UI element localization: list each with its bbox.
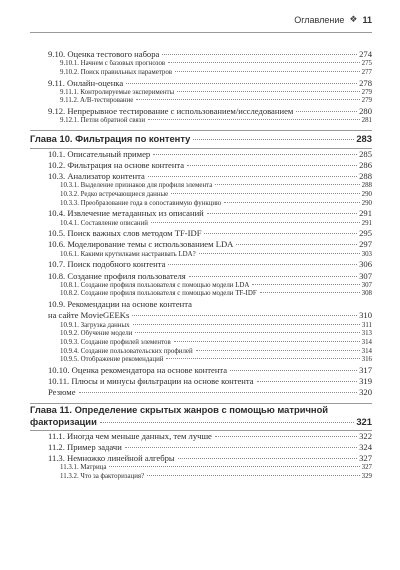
entry-page: 314 [361, 347, 372, 355]
entry-title: 10.5. Поиск важных слов методом TF-IDF [48, 228, 202, 239]
entry-page: 310 [359, 310, 372, 321]
dot-leader [153, 154, 357, 155]
entry-title: 10.3.1. Выделение признаков для профиля элемента [60, 182, 213, 190]
entry-title: Резюме [48, 387, 76, 398]
dot-leader [79, 392, 358, 393]
subsection-entry [30, 339, 372, 348]
entry-title-line [48, 310, 372, 321]
dot-leader [177, 91, 359, 92]
entry-title: 10.9.4. Создание пользовательских профилей [60, 347, 193, 355]
entry-title: 9.10.2. Поиск правильных параметров [60, 68, 173, 76]
ornament-icon: ❖ [349, 14, 358, 24]
header-rule [30, 32, 372, 33]
subsection-entry [30, 348, 372, 357]
subsection-entry [30, 330, 372, 339]
entry-page: 297 [359, 239, 372, 250]
dot-leader [148, 176, 357, 177]
entry-title: 11.3. Немножко линейной алгебры [48, 453, 175, 464]
entry-page: 291 [361, 219, 372, 227]
entry-page: 306 [359, 259, 372, 270]
section-entry [30, 376, 372, 387]
entry-page: 303 [361, 250, 372, 258]
entry-page: 295 [359, 228, 372, 239]
entry-title: 9.10. Оценка тестового набора [48, 49, 160, 59]
entry-page: 286 [359, 159, 372, 170]
entry-title-line: Глава 11. Определение скрытых жанров с помощью матричной [30, 403, 329, 415]
section-entry [30, 453, 372, 464]
dot-leader [175, 71, 360, 72]
dot-leader [174, 341, 360, 342]
entry-title: 11.3.1. Матрица [60, 464, 107, 472]
spacer [30, 126, 372, 129]
entry-title: 10.3.3. Преобразование года в сопоставимую функцию [60, 199, 222, 207]
entry-title: 10.8.1. Создание профиля пользователя с помощью модели LDA [60, 281, 250, 289]
entry-page: 307 [361, 281, 372, 289]
header-title: Оглавление [294, 14, 345, 25]
entry-title: факторизации [30, 416, 97, 428]
section-entry [30, 208, 372, 219]
dot-leader [100, 422, 355, 423]
entry-page: 327 [359, 453, 372, 464]
entry-page: 321 [356, 416, 372, 428]
subsection-entry [30, 282, 372, 291]
subsection-entry [30, 251, 372, 260]
section-entry [30, 49, 372, 60]
entry-title: 10.9.3. Создание профилей элементов [60, 338, 171, 346]
dot-leader [126, 83, 357, 84]
entry-title: 10.7. Поиск подобного контента [48, 259, 166, 270]
dot-leader [199, 253, 360, 254]
dot-leader [207, 213, 357, 214]
section-entry [30, 171, 372, 182]
section-entry [30, 106, 372, 117]
dot-leader [187, 165, 357, 166]
dot-leader [171, 193, 359, 194]
dot-leader [133, 324, 360, 325]
dot-leader [148, 119, 360, 120]
entry-page: 274 [359, 49, 372, 59]
entry-page: 322 [359, 430, 372, 441]
dot-leader [168, 62, 359, 63]
subsection-entry [30, 191, 372, 200]
entry-title: 10.9.1. Загрузка данных [60, 321, 130, 329]
entry-page: 288 [361, 182, 372, 190]
entry-title: 10.6.1. Какими крутилками настраивать LDA? [60, 250, 196, 258]
entry-title-line: 10.9. Рекомендации на основе контента [48, 299, 192, 310]
dot-leader [168, 264, 357, 265]
entry-title: 9.12. Непрерывное тестирование с использованием/исследованием [48, 106, 294, 117]
chapter-entry [30, 404, 372, 429]
entry-page: 279 [361, 97, 372, 105]
subsection-entry [30, 60, 372, 69]
dot-leader [151, 222, 360, 223]
entry-title: 9.11.1. Контролируемые эксперименты [60, 88, 175, 96]
chapter-entry [30, 131, 372, 147]
spacer [30, 399, 372, 402]
entry-title: 11.1. Иногда чем меньше данных, тем лучше [48, 430, 212, 441]
entry-title: на сайте MovieGEEKs [48, 310, 130, 321]
entry-page: 324 [359, 441, 372, 452]
dot-leader [189, 276, 357, 277]
dot-leader [236, 244, 357, 245]
entry-title: 9.11.2. A/B-тестирование [60, 97, 134, 105]
section-entry [30, 78, 372, 89]
section-entry [30, 228, 372, 239]
entry-title: 9.10.1. Начнем с базовых прогнозов [60, 60, 166, 68]
entry-page: 283 [356, 133, 372, 144]
entry-title: 11.3.2. Что за факторизация? [60, 472, 145, 480]
page-number: 11 [362, 14, 372, 25]
subsection-entry [30, 356, 372, 365]
section-entry [30, 365, 372, 376]
dot-leader [178, 458, 357, 459]
subsection-entry [30, 69, 372, 78]
entry-page: 291 [359, 208, 372, 219]
entry-title: 9.12.1. Петли обратной связи [60, 117, 146, 125]
entry-title: 10.4.1. Составление описаний [60, 219, 148, 227]
entry-title: 11.2. Пример задачи [48, 441, 122, 452]
entry-page: 288 [359, 171, 372, 182]
subsection-entry [30, 322, 372, 331]
dot-leader [204, 233, 357, 234]
table-of-contents [30, 49, 372, 482]
entry-title: 10.11. Плюсы и минусы фильтрации на основе контента [48, 376, 254, 387]
entry-title: 10.10. Оценка рекомендатора на основе контента [48, 364, 228, 375]
subsection-entry [30, 97, 372, 106]
dot-leader [224, 202, 359, 203]
section-entry [30, 160, 372, 171]
entry-page: 290 [361, 191, 372, 199]
entry-title: 9.11. Онлайн-оценка [48, 77, 124, 88]
dot-leader [196, 350, 360, 351]
section-entry [30, 431, 372, 442]
entry-title: 10.3.2. Редко встречающиеся данные [60, 191, 169, 199]
dot-leader [193, 139, 354, 140]
entry-title: Глава 10. Фильтрация по контенту [30, 131, 191, 147]
entry-page: 275 [361, 60, 372, 68]
section-entry [30, 239, 372, 250]
entry-page: 329 [361, 472, 372, 480]
entry-page: 316 [361, 356, 372, 364]
dot-leader [260, 292, 360, 293]
entry-page: 327 [361, 464, 372, 472]
dot-leader [136, 99, 359, 100]
dot-leader [135, 332, 359, 333]
entry-page: 311 [361, 321, 372, 329]
entry-title: 10.9.2. Обучение модели [60, 330, 133, 338]
dot-leader [230, 370, 357, 371]
dot-leader [296, 111, 357, 112]
entry-page: 314 [361, 338, 372, 346]
subsection-entry [30, 464, 372, 473]
entry-page: 307 [359, 270, 372, 281]
section-entry [30, 442, 372, 453]
dot-leader [215, 436, 357, 437]
subsection-entry [30, 117, 372, 126]
entry-page: 320 [359, 387, 372, 398]
subsection-entry [30, 182, 372, 191]
entry-title-line [30, 416, 372, 429]
dot-leader [125, 447, 357, 448]
entry-title: 10.9.5. Отображение рекомендаций [60, 356, 164, 364]
dot-leader [215, 184, 359, 185]
entry-title: 10.8. Создание профиля пользователя [48, 270, 186, 281]
entry-page: 277 [361, 68, 372, 76]
dot-leader [257, 381, 358, 382]
entry-title: 10.4. Извлечение метаданных из описаний [48, 208, 204, 219]
entry-page: 317 [359, 364, 372, 375]
subsection-entry [30, 89, 372, 98]
dot-leader [109, 466, 359, 467]
section-entry [30, 149, 372, 160]
dot-leader [252, 284, 359, 285]
entry-title: 10.3. Анализатор контента [48, 171, 145, 182]
dot-leader [132, 315, 357, 316]
entry-page: 290 [361, 199, 372, 207]
running-header [294, 14, 372, 25]
entry-title: 10.6. Моделирование темы с использованием LDA [48, 239, 234, 250]
subsection-entry [30, 473, 372, 482]
entry-title: 10.2. Фильтрация на основе контента [48, 159, 185, 170]
section-entry [30, 259, 372, 270]
entry-title: 10.8.2. Создание профиля пользователя с помощью модели TF-IDF [60, 290, 257, 298]
section-entry [30, 299, 372, 321]
dot-leader [162, 54, 357, 55]
entry-page: 278 [359, 77, 372, 88]
subsection-entry [30, 220, 372, 229]
section-entry [30, 271, 372, 282]
entry-page: 285 [359, 148, 372, 159]
dot-leader [166, 358, 359, 359]
dot-leader [147, 475, 360, 476]
subsection-entry [30, 200, 372, 209]
entry-page: 280 [359, 106, 372, 117]
entry-page: 313 [361, 330, 372, 338]
entry-title: 10.1. Описательный пример [48, 148, 151, 159]
entry-page: 281 [361, 117, 372, 125]
entry-page: 319 [359, 376, 372, 387]
entry-page: 279 [361, 88, 372, 96]
subsection-entry [30, 290, 372, 299]
entry-page: 308 [361, 290, 372, 298]
section-entry [30, 387, 372, 398]
